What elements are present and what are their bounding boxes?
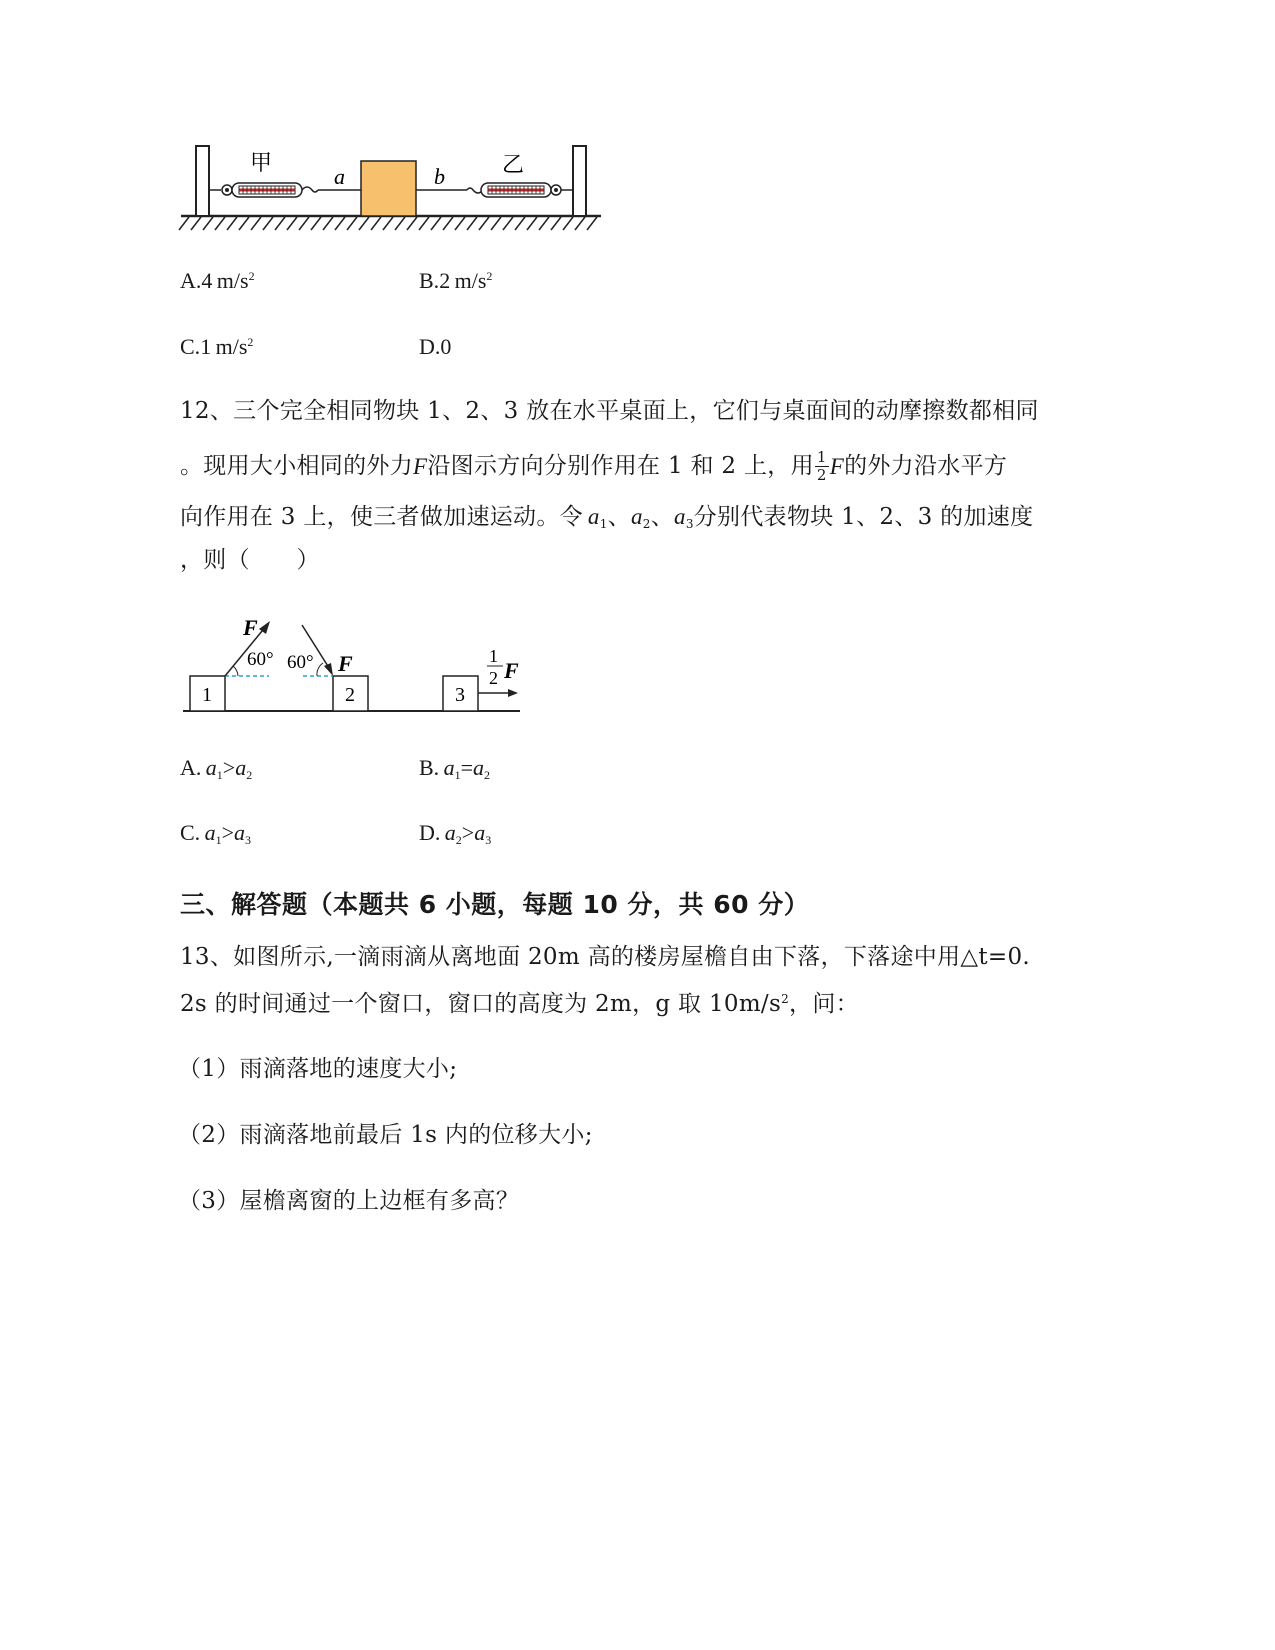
block-1-label: 1 bbox=[202, 684, 212, 706]
q11-spring-scale-figure bbox=[175, 140, 615, 240]
q13-sub2: （2）雨滴落地前最后 1s 内的位移大小; bbox=[178, 1122, 593, 1148]
block bbox=[361, 161, 416, 216]
q12-line3: 向作用在 3 上，使三者做加速运动。令 $a_1$、$a_2$、$a_3$分别代表物块 1、2、3 的加速度 bbox=[180, 504, 1034, 531]
label-yi: 乙 bbox=[502, 153, 525, 178]
q12-line1: 12、三个完全相同物块 1、2、3 放在水平桌面上，它们与桌面间的动摩擦数都相同 bbox=[180, 398, 1039, 424]
q12-blocks-figure bbox=[175, 605, 535, 720]
label-jia: 甲 bbox=[250, 151, 273, 176]
q12-line2: 。现用大小相同的外力 F 沿图示方向分别作用在 1 和 2 上，用 $\frac{1}{2}$ F 的外力沿水平方 bbox=[180, 447, 1008, 484]
q12-option-a[interactable]: A. $a_1>a_2$ bbox=[180, 755, 253, 782]
q11-option-a[interactable]: A.4 $m/s^2$ bbox=[180, 268, 255, 293]
label-a: a bbox=[334, 164, 345, 189]
q13-sub3: （3）屋檐离窗的上边框有多高？ bbox=[178, 1188, 520, 1214]
q12-option-c[interactable]: C. $a_1>a_3$ bbox=[180, 820, 252, 847]
q13-line2: 2s 的时间通过一个窗口，窗口的高度为 2m，g 取 $10m/s^2$，问： bbox=[180, 991, 859, 1017]
q13-sub1: （1）雨滴落地的速度大小; bbox=[178, 1056, 458, 1082]
section-heading: 三、解答题（本题共 6 小题，每题 10 分，共 60 分） bbox=[180, 890, 810, 919]
force-label-3: F bbox=[504, 658, 519, 683]
force-label-1: F bbox=[243, 615, 258, 640]
ground-hatching bbox=[179, 217, 597, 230]
q13-line1: 13、如图所示,一滴雨滴从离地面 20m 高的楼房屋檐自由下落，下落途中用△t=0. bbox=[180, 944, 1031, 970]
half-den: 2 bbox=[489, 668, 498, 688]
q11-option-d[interactable]: D.0 bbox=[419, 334, 452, 359]
block-3-label: 3 bbox=[455, 684, 465, 706]
half-num: 1 bbox=[489, 646, 498, 666]
q11-option-b[interactable]: B.2 $m/s^2$ bbox=[419, 268, 493, 293]
label-b: b bbox=[434, 164, 445, 189]
force-label-2: F bbox=[338, 651, 353, 676]
left-wall bbox=[196, 146, 209, 216]
q11-option-c[interactable]: C.1 $m/s^2$ bbox=[180, 334, 254, 359]
angle-label-2: 60° bbox=[287, 652, 314, 673]
q12-option-d[interactable]: D. $a_2>a_3$ bbox=[419, 820, 492, 847]
right-wall bbox=[573, 146, 586, 216]
q12-option-b[interactable]: B. $a_1=a_2$ bbox=[419, 755, 491, 782]
half-fraction: $\frac{1}{2}$ bbox=[816, 447, 827, 484]
block-2-label: 2 bbox=[345, 684, 355, 706]
q12-line4: ，则（ ） bbox=[180, 547, 320, 573]
angle-label-1: 60° bbox=[247, 649, 274, 670]
